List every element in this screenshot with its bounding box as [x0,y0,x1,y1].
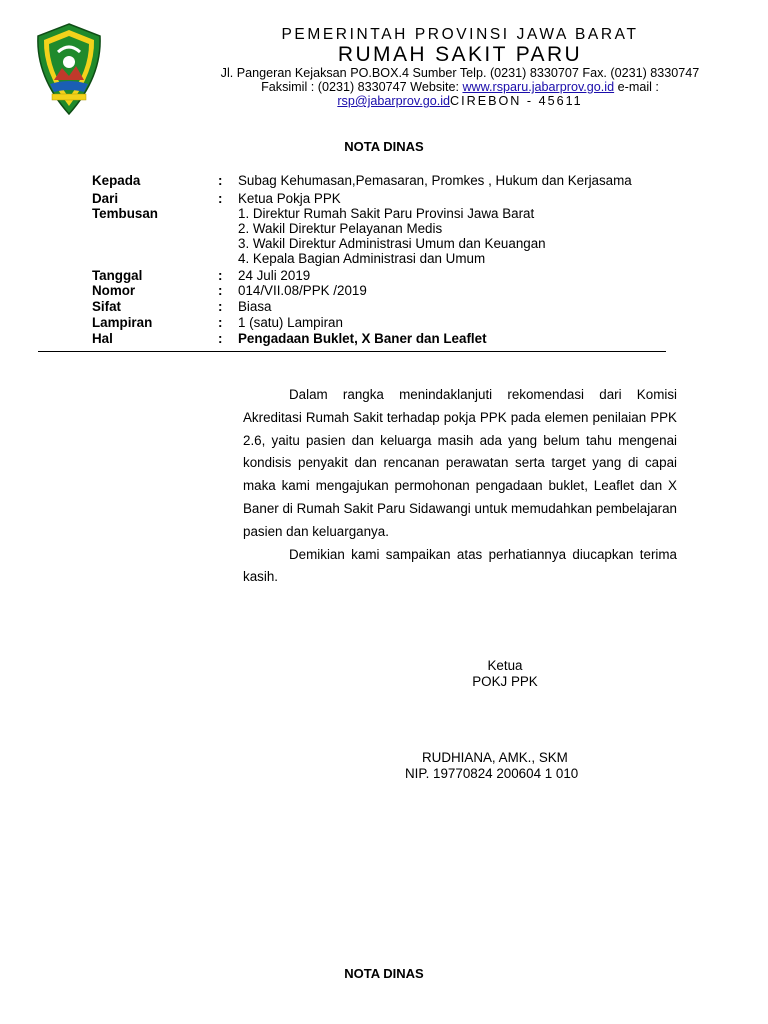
email-label: e-mail : [614,80,659,94]
document-title: NOTA DINAS [344,139,424,154]
field-label: Hal [92,331,113,346]
body-paragraph: Demikian kami sampaikan atas perhatiannya diucapkan terima kasih. [243,546,677,585]
field-value: Subag Kehumasan,Pemasaran, Promkes , Hukum dan Kerjasama [238,173,632,188]
tembusan-item: 4. Kepala Bagian Administrasi dan Umum [238,251,486,266]
tembusan-item: 1. Direktur Rumah Sakit Paru Provinsi Jawa Barat [238,206,535,221]
signatory-details [405,750,578,782]
west-java-emblem-icon [34,22,104,118]
tembusan-item: 3. Wakil Direktur Administrasi Umum dan Keuangan [238,236,546,251]
city-text: CIREBON - 45611 [450,94,583,108]
field-colon: : [218,173,223,188]
signatory-name: RUDHIANA, AMK., SKM [422,750,568,765]
letter-body [243,384,677,589]
government-name: PEMERINTAH PROVINSI JAWA BARAT [281,26,639,43]
next-page-title: NOTA DINAS [344,966,424,981]
tembusan-item: 2. Wakil Direktur Pelayanan Medis [238,221,443,236]
email-link[interactable]: rsp@jabarprov.go.id [337,94,450,108]
divider [38,351,666,352]
field-label: Tanggal [92,268,143,283]
signature-block [430,658,580,690]
field-colon: : [218,315,223,330]
field-colon: : [218,191,223,206]
fax-website-line [160,80,760,94]
field-colon: : [218,283,223,298]
field-value: 24 Juli 2019 [238,268,311,283]
field-colon: : [218,299,223,314]
field-label: Lampiran [92,315,153,330]
field-colon: : [218,331,223,346]
address-line: Jl. Pangeran Kejaksan PO.BOX.4 Sumber Telp. (0231) 8330707 Fax. (0231) 8330747 [220,66,700,80]
field-colon: : [218,268,223,283]
field-label: Kepada [92,173,141,188]
signatory-unit: POKJ PPK [472,674,538,689]
field-value: 014/VII.08/PPK /2019 [238,283,367,298]
hospital-name: RUMAH SAKIT PARU [337,43,583,66]
fax-text: Faksimil : (0231) 8330747 Website: [261,80,463,94]
website-link[interactable]: www.rsparu.jabarprov.go.id [462,80,615,94]
email-city-line [160,94,760,108]
field-label: Tembusan [92,206,158,221]
field-label: Dari [92,191,119,206]
field-value: Ketua Pokja PPK [238,191,341,206]
field-label: Nomor [92,283,136,298]
signatory-position: Ketua [487,658,523,673]
field-label: Sifat [92,299,122,314]
signatory-nip: NIP. 19770824 200604 1 010 [405,766,579,781]
field-value: Biasa [238,299,272,314]
field-value: 1 (satu) Lampiran [238,315,343,330]
body-paragraph: Dalam rangka menindaklanjuti rekomendasi dari Komisi Akreditasi Rumah Sakit terhadap pokja PPK pada elemen penilaian PPK 2.6, yaitu pasien dan keluarga masih ada yang belum tahu mengenai kondisis penyakit dan rencanan perawatan serta target yang di capai maka kami mengajukan permohonan pengadaan buklet, Leaflet dan X Baner di Rumah Sakit Paru Sidawangi untuk memudahkan pembelajaran pasien dan keluarganya. [243,387,677,539]
field-value: Pengadaan Buklet, X Baner dan Leaflet [238,331,487,346]
